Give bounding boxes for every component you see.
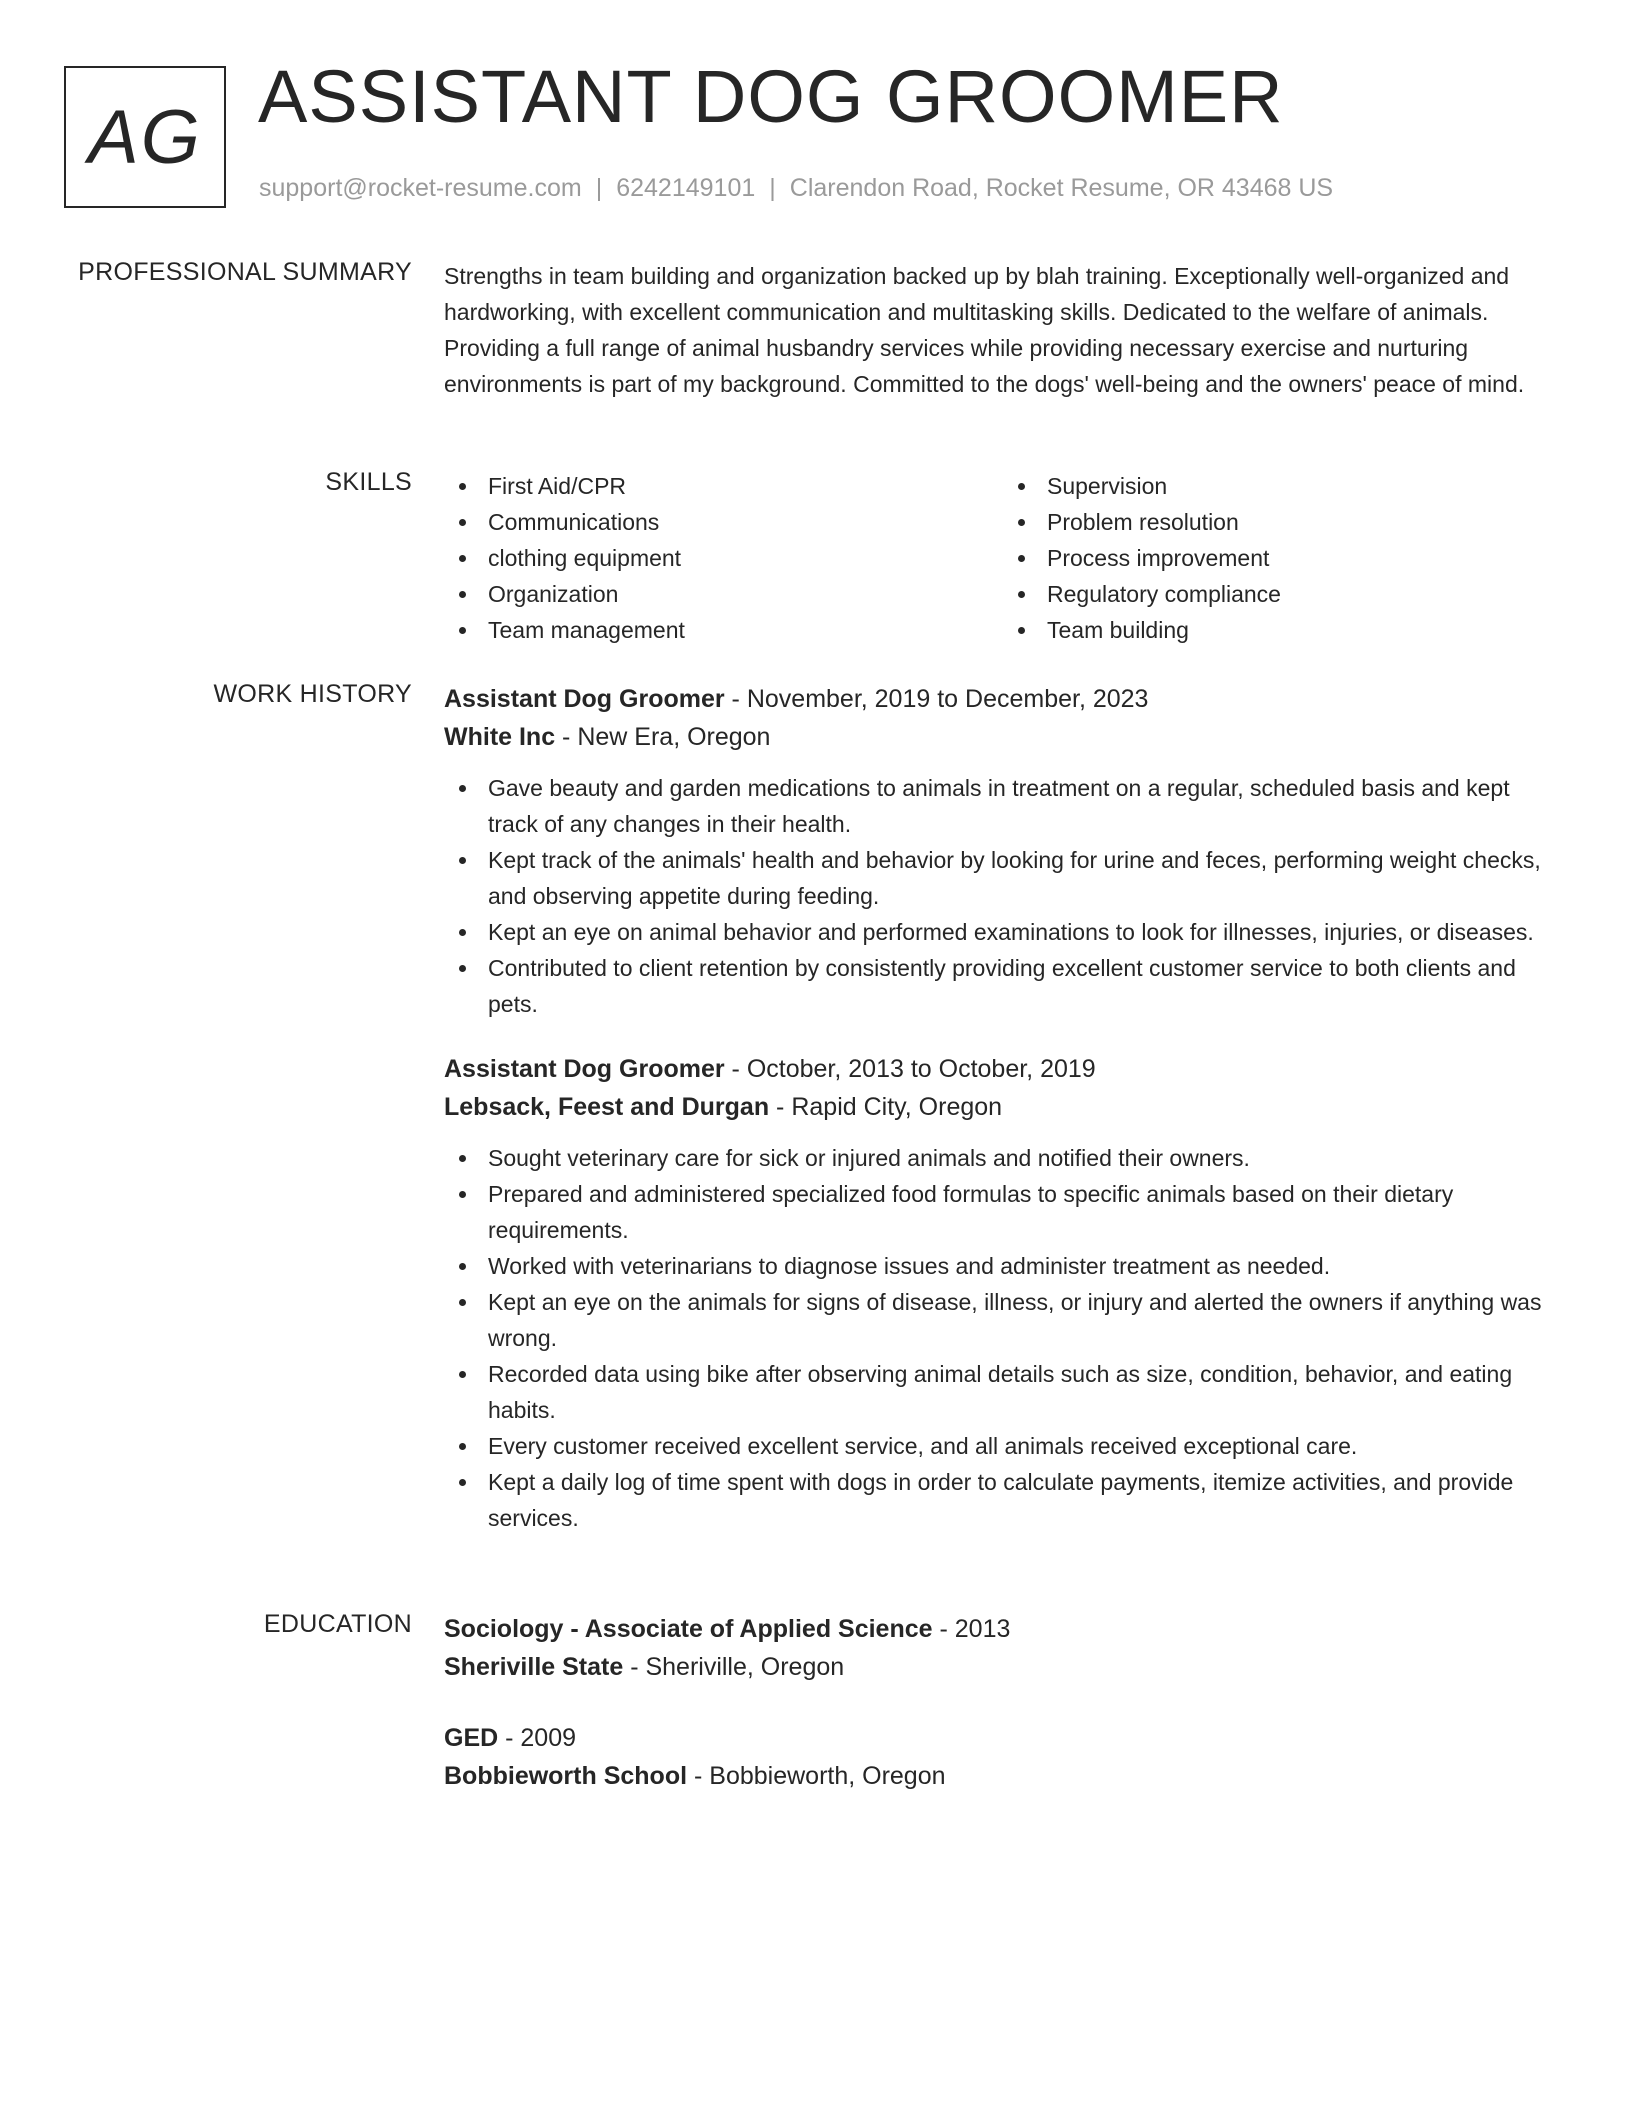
job-bullet: Every customer received excellent service, and all animals received exceptional care. [488,1428,1562,1464]
job-location: - Rapid City, Oregon [769,1093,1003,1121]
job-bullets [444,770,1562,1022]
edu-degree-line [444,1719,1562,1757]
job-title-line [444,680,1562,718]
edu-school-line [444,1648,1562,1686]
edu-school: Bobbieworth School [444,1762,688,1790]
job-title: Assistant Dog Groomer [444,685,725,713]
job-bullet: Kept an eye on the animals for signs of disease, illness, or injury and alerted the owners if anything was wrong. [488,1284,1562,1356]
edu-year: - 2013 [932,1615,1011,1643]
contact-line [259,174,1333,203]
job-bullet: Kept an eye on animal behavior and performed examinations to look for illnesses, injuries, or diseases. [488,914,1562,950]
job-dates: - October, 2013 to October, 2019 [724,1055,1096,1083]
skill-item: Organization [488,576,1003,612]
contact-separator: | [595,174,603,202]
skills-grid [444,468,1562,648]
job-dates: - November, 2019 to December, 2023 [724,685,1149,713]
skill-item: Problem resolution [1047,504,1562,540]
summary-body [444,258,1562,402]
job-bullet: Kept a daily log of time spent with dogs in order to calculate payments, itemize activities, and provide services. [488,1464,1562,1536]
skill-item: Regulatory compliance [1047,576,1562,612]
job-company: White Inc [444,723,556,751]
skill-item: Team management [488,612,1003,648]
job-company-line [444,1088,1562,1126]
job-bullet: Contributed to client retention by consistently providing excellent customer service to both clients and pets. [488,950,1562,1022]
job-title: Assistant Dog Groomer [444,1055,725,1083]
edu-location: - Bobbieworth, Oregon [687,1762,946,1790]
skill-item: clothing equipment [488,540,1003,576]
contact-email[interactable]: support@rocket-resume.com [259,174,582,202]
edu-degree: Sociology - Associate of Applied Science [444,1615,933,1643]
job-location: - New Era, Oregon [555,723,771,751]
section-label-skills: SKILLS [325,468,412,496]
skill-item: Communications [488,504,1003,540]
contact-separator: | [769,174,776,202]
edu-degree-line [444,1610,1562,1648]
education-entry [444,1610,1562,1686]
job-title-line [444,1050,1562,1088]
skill-item: Team building [1047,612,1562,648]
summary-text: Strengths in team building and organization backed up by blah training. Exceptionally well-organized and hardworking, with excellent communication and multitasking skills. Dedicated to the welfare of animals. Providing a full range of animal husbandry services while providing necessary exercise and nurturing environments is part of my background. Committed to the dogs' well-being and the owners' peace of mind. [444,263,1525,397]
section-label-work-history: WORK HISTORY [213,680,412,708]
edu-degree: GED [444,1724,499,1752]
section-label-summary: PROFESSIONAL SUMMARY [78,258,412,286]
job-company: Lebsack, Feest and Durgan [444,1093,770,1121]
job-bullet: Kept track of the animals' health and behavior by looking for urine and feces, performing weight checks, and observing appetite during feeding. [488,842,1562,914]
monogram-badge: AG [64,66,226,208]
edu-school: Sheriville State [444,1653,624,1681]
education-body [444,1610,1562,1795]
skills-list-left [444,468,1003,648]
skills-body [444,468,1562,648]
contact-address: Clarendon Road, Rocket Resume, OR 43468 US [789,174,1334,202]
edu-location: - Sheriville, Oregon [623,1653,845,1681]
section-label-education: EDUCATION [263,1610,412,1638]
skill-item: Supervision [1047,468,1562,504]
contact-phone[interactable]: 6242149101 [616,174,756,202]
job-entry [444,680,1562,1022]
job-bullets [444,1140,1562,1536]
skills-list-right [1003,468,1562,648]
edu-year: - 2009 [498,1724,577,1752]
education-entry [444,1719,1562,1795]
job-entry [444,1050,1562,1536]
candidate-name: ASSISTANT DOG GROOMER [258,55,1284,138]
edu-school-line [444,1757,1562,1795]
job-bullet: Gave beauty and garden medications to animals in treatment on a regular, scheduled basis and kept track of any changes in their health. [488,770,1562,842]
job-bullet: Worked with veterinarians to diagnose issues and administer treatment as needed. [488,1248,1562,1284]
work-history-body [444,680,1562,1536]
skill-item: Process improvement [1047,540,1562,576]
job-bullet: Recorded data using bike after observing animal details such as size, condition, behavior, and eating habits. [488,1356,1562,1428]
job-bullet: Prepared and administered specialized food formulas to specific animals based on their dietary requirements. [488,1176,1562,1248]
job-company-line [444,718,1562,756]
skill-item: First Aid/CPR [488,468,1003,504]
job-bullet: Sought veterinary care for sick or injured animals and notified their owners. [488,1140,1562,1176]
